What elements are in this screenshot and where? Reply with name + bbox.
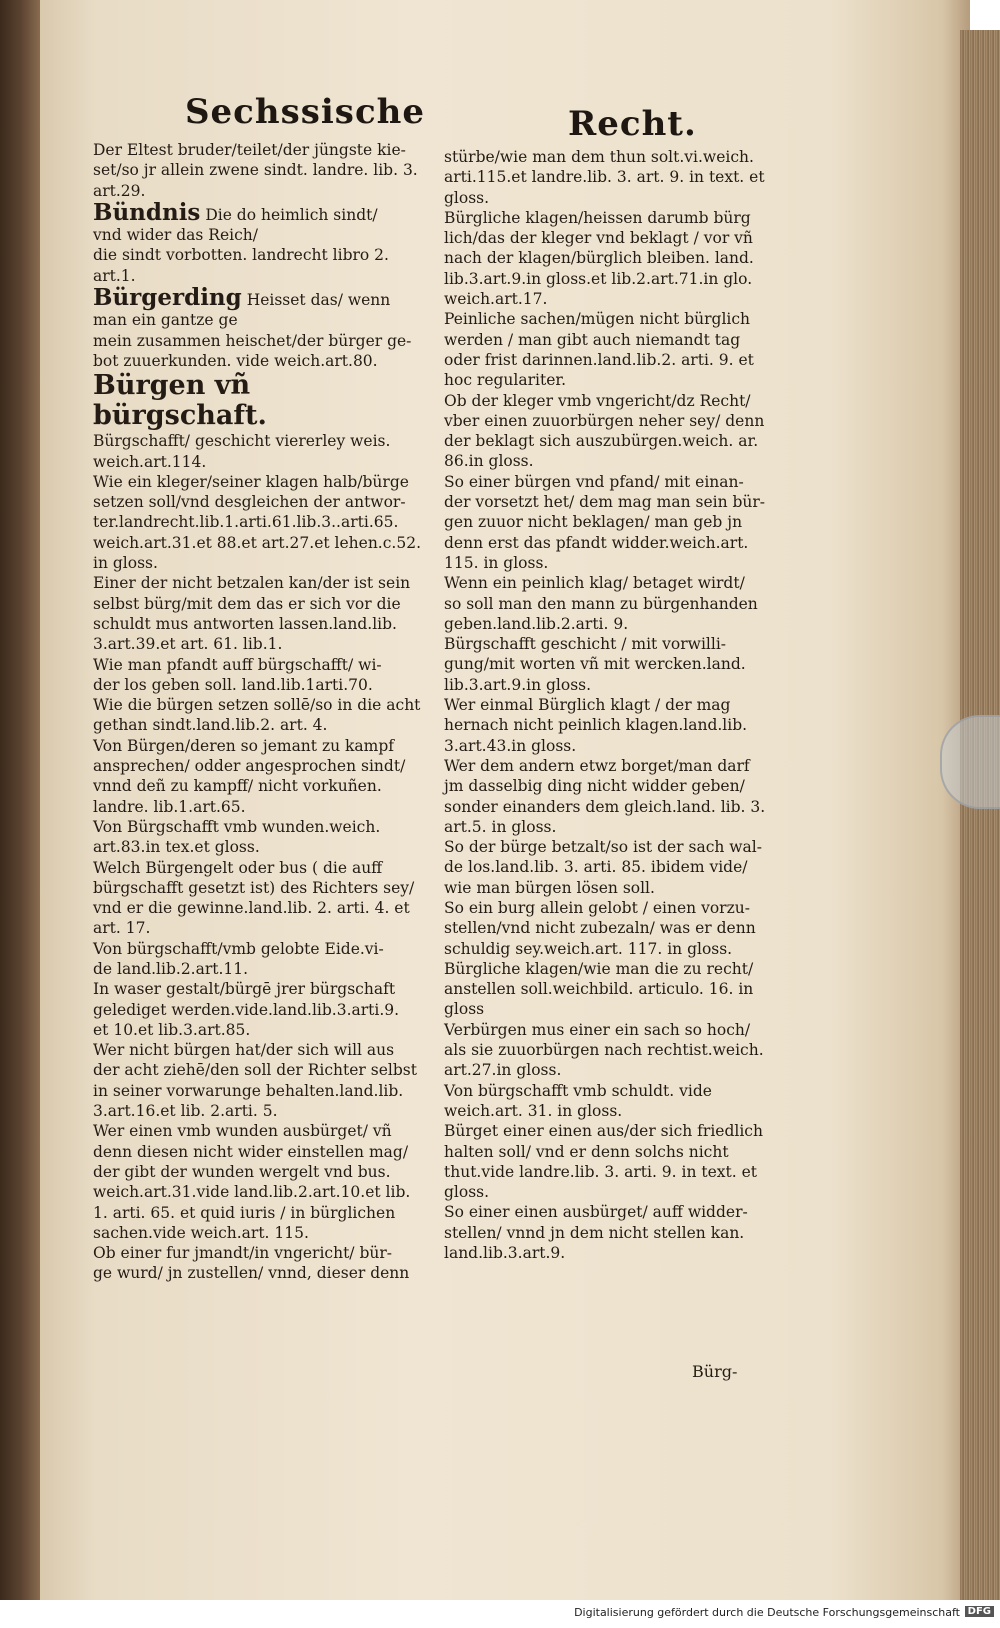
entry: Wer einen vmb wunden ausbürget/ vñ denn diesen nicht wider einstellen mag/ der gibt der wunden wergelt vnd bus. weich.art.31.vide land.lib.2.art.10.et lib. 1. arti. 65. et quid iuris / in bürglichen sachen.vide weich.art. 115.: [93, 1122, 411, 1242]
entry: Der Eltest bruder/teilet/der jüngste kie- set/so jr allein zwene sindt. landre. lib. 3. art.29.: [93, 141, 418, 200]
clip-icon: [940, 715, 1000, 809]
entry: Ob einer fur jmandt/in vngericht/ bür- ge wurd/ jn zustellen/ vnnd, dieser denn: [93, 1244, 410, 1283]
entry: [93, 286, 423, 371]
entry: Wie ein kleger/seiner klagen halb/bürge setzen soll/vnd desgleichen der antwor- ter.landrecht.lib.1.arti.61.lib.3..arti.65. weich.art.31.et 88.et art.27.et lehen.c.52. in gloss.: [93, 472, 421, 573]
entry: Welch Bürgengelt oder bus ( die auff bürgschafft gesetzt ist) des Richters sey/ vnd er die gewinne.land.lib. 2. arti. 4. et art. 17.: [93, 858, 415, 938]
entry: Bürgschafft/ geschicht viererley weis. weich.art.114.: [93, 432, 391, 471]
entry: So einer bürgen vnd pfand/ mit einan- der vorsetzt het/ dem mag man sein bür- gen zuuor nicht beklagen/ man geb jn denn erst das pfandt widder.weich.art. 115. in gloss.: [444, 472, 766, 572]
entry: [93, 198, 423, 286]
entry: Wie die bürgen setzen sollē/so in die acht gethan sindt.land.lib.2. art. 4.: [93, 696, 421, 735]
entry: Von bürgschafft vmb schuldt. vide weich.art. 31. in gloss.: [444, 1081, 712, 1120]
section-heading: Bürgen vñ bürgschaft.: [93, 370, 267, 432]
entry: Einer der nicht betzalen kan/der ist sein selbst bürg/mit dem das er sich vor die schuldt mus antworten lassen.land.lib. 3.art.39.et art. 61. lib.1.: [93, 574, 411, 654]
entry: So einer einen ausbürget/ auff widder- stellen/ vnnd jn dem nicht stellen kan. land.lib.3.art.9.: [444, 1203, 748, 1263]
entry: Von bürgschafft/vmb gelobte Eide.vi- de land.lib.2.art.11.: [93, 939, 384, 978]
entry-keyword: Bürgerding: [93, 284, 242, 312]
entry: Wenn ein peinlich klag/ betaget wirdt/ so soll man den mann zu bürgenhanden geben.land.lib.2.arti. 9.: [444, 574, 758, 633]
entry: Peinliche sachen/mügen nicht bürglich werden / man gibt auch niemandt tag oder frist darinnen.land.lib.2. arti. 9. et hoc regulariter.: [444, 310, 754, 390]
entry: stürbe/wie man dem thun solt.vi.weich. arti.115.et landre.lib. 3. art. 9. in text. et gloss.: [444, 148, 765, 207]
entry: Verbürgen mus einer ein sach so hoch/ als sie zuuorbürgen nach rechtist.weich. art.27.in gloss.: [444, 1020, 764, 1080]
entry: So ein burg allein gelobt / einen vorzu- stellen/vnd nicht zubezaln/ was er denn schuldig sey.weich.art. 117. in gloss.: [444, 898, 756, 958]
running-head-right: Recht.: [568, 104, 697, 144]
entry: Bürget einer einen aus/der sich friedlich halten soll/ vnd er denn solchs nicht thut.vide landre.lib. 3. arti. 9. in text. et gloss.: [444, 1122, 763, 1202]
entry: In waser gestalt/bürgē jrer bürgschaft gelediget werden.vide.land.lib.3.arti.9. et 10.et lib.3.art.85.: [93, 980, 400, 1039]
entry: Bürgliche klagen/wie man die zu recht/ anstellen soll.weichbild. articulo. 16. in gloss: [444, 959, 754, 1019]
entry: Von Bürgen/deren so jemant zu kampf ansprechen/ odder angesprochen sindt/ vnnd deñ zu kampff/ nicht vorkuñen. landre. lib.1.art.65.: [93, 736, 406, 816]
entry-keyword: Bündnis: [93, 198, 201, 226]
entry: Bürgschafft geschicht / mit vorwilli- gung/mit worten vñ mit wercken.land. lib.3.art.9.in gloss.: [444, 635, 746, 694]
entry: Von Bürgschafft vmb wunden.weich. art.83.in tex.et gloss.: [93, 817, 381, 857]
running-head-left: Sechssische: [185, 92, 426, 132]
right-column: [444, 147, 784, 1263]
entry: So der bürge betzalt/so ist der sach wal- de los.land.lib. 3. arti. 85. ibidem vide/ wie man bürgen lösen soll.: [444, 838, 762, 897]
entry: Wie man pfandt auff bürgschafft/ wi- der los geben soll. land.lib.1arti.70.: [93, 655, 382, 694]
entry: Bürgliche klagen/heissen darumb bürg lich/das der kleger vnd beklagt / vor vñ nach der klagen/bürglich bleiben. land. lib.3.art.9.in gloss.et lib.2.art.71.in glo. weich.art.17.: [444, 208, 754, 309]
catchword: Bürg-: [692, 1362, 738, 1381]
left-column: [93, 140, 423, 1284]
entry: Wer nicht bürgen hat/der sich will aus der acht ziehē/den soll der Richter selbst in seiner vorwarunge behalten.land.lib. 3.art.16.et lib. 2.arti. 5.: [93, 1041, 417, 1121]
entry: Wer einmal Bürglich klagt / der mag hernach nicht peinlich klagen.land.lib. 3.art.43.in gloss.: [444, 696, 748, 755]
entry: Ob der kleger vmb vngericht/dz Recht/ vber einen zuuorbürgen neher sey/ denn der beklagt sich auszubürgen.weich. ar. 86.in gloss.: [444, 391, 765, 471]
dfg-logo-icon: DFG: [965, 1606, 994, 1617]
entry: Wer dem andern etwz borget/man darf jm dasselbig ding nicht widder geben/ sonder einanders dem gleich.land. lib. 3. art.5. in gloss.: [444, 756, 766, 836]
entry-text: Heisset das/ wenn man ein gantze ge mein zusammen heischet/der bürger ge- bot zuuerkunden. vide weich.art.80.: [93, 291, 412, 370]
footer-credit: Digitalisierung gefördert durch die Deutsche Forschungsgemeinschaft: [574, 1606, 960, 1619]
page-edges: [960, 30, 1000, 1600]
entry-text: Die do heimlich sindt/ vnd wider das Reich/ die sindt vorbotten. landrecht libro 2. art.1.: [93, 205, 389, 285]
